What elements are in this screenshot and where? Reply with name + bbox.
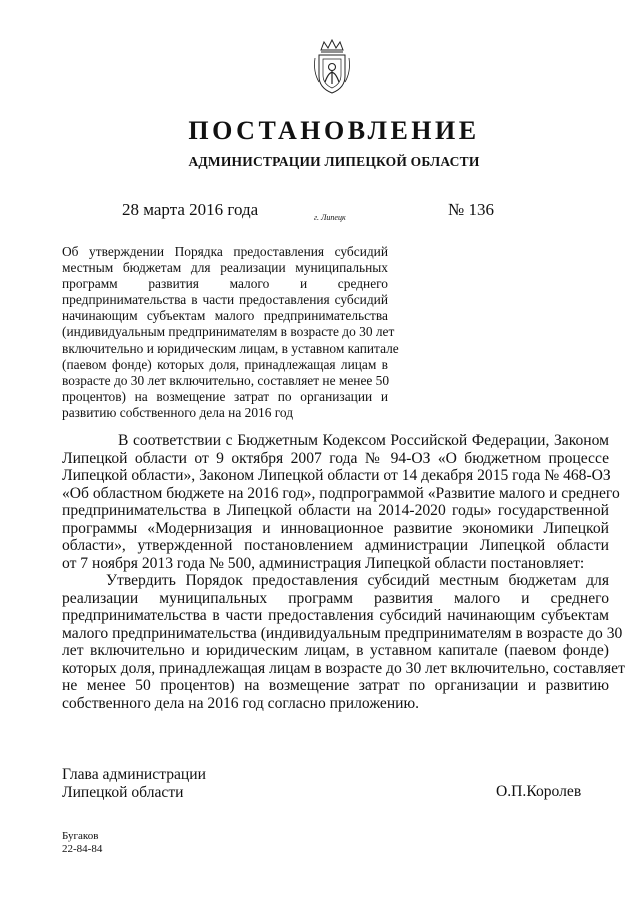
subject-line: предпринимательства в части предоставления субсидий bbox=[62, 292, 388, 308]
document-date: 28 марта 2016 года bbox=[122, 200, 259, 219]
subject-line: процентов) на возмещение затрат по организации и bbox=[62, 388, 388, 404]
subject-line: начинающим субъектам малого предпринимательства bbox=[62, 308, 388, 324]
document-title: ПОСТАНОВЛЕНИЕ bbox=[188, 116, 480, 145]
body-line: предпринимательства в Липецкой области на 2014-2020 годы» государственной bbox=[62, 502, 609, 519]
document-subject bbox=[62, 244, 399, 421]
body-line: не менее 50 процентов) на возмещение затрат по организации и развитию bbox=[62, 677, 609, 694]
document-subtitle: АДМИНИСТРАЦИИ ЛИПЕЦКОЙ ОБЛАСТИ bbox=[188, 154, 480, 169]
body-line: от 7 ноября 2013 года № 500, администрация Липецкой области постановляет: bbox=[62, 554, 585, 572]
body-line: Липецкой области», Законом Липецкой области от 14 декабря 2015 года № 468-ОЗ bbox=[62, 467, 611, 484]
document-city: г. Липецк bbox=[314, 213, 346, 222]
body-line: программы «Модернизация и инновационное развитие экономики Липецкой bbox=[62, 519, 609, 537]
signatory-name: О.П.Королев bbox=[496, 783, 582, 800]
document-body bbox=[62, 432, 625, 712]
body-line: собственного дела на 2016 год согласно приложению. bbox=[62, 694, 420, 712]
body-line: реализации муниципальных программ развития малого и среднего bbox=[62, 589, 609, 607]
subject-line: Об утверждении Порядка предоставления субсидий bbox=[62, 244, 388, 259]
body-line: области», утвержденной постановлением администрации Липецкой области bbox=[62, 537, 609, 554]
body-line: «Об областном бюджете на 2016 год», подпрограммой «Развитие малого и среднего bbox=[62, 484, 620, 502]
coat-of-arms-icon bbox=[311, 38, 353, 96]
body-line: предпринимательства в части предоставления субсидий начинающим субъектам bbox=[62, 607, 609, 624]
subject-line: программ развития малого и среднего bbox=[62, 276, 388, 292]
signatory-position bbox=[62, 766, 206, 801]
subject-line: местным бюджетам для реализации муниципальных bbox=[62, 260, 388, 276]
executor-name: Бугаков bbox=[62, 830, 99, 842]
document-number: № 136 bbox=[448, 200, 494, 219]
subject-line: развитию собственного дела на 2016 год bbox=[62, 404, 294, 420]
signatory-position-line: Глава администрации bbox=[62, 766, 206, 783]
executor-phone: 22-84-84 bbox=[62, 842, 103, 855]
signatory-position-line: Липецкой области bbox=[62, 783, 184, 801]
body-line: лет включительно и юридическим лицам, в уставном капитале (паевом фонде) bbox=[62, 642, 609, 659]
body-line: Липецкой области от 9 октября 2007 года № 94-ОЗ «О бюджетном процессе bbox=[62, 449, 609, 467]
subject-line: (индивидуальным предпринимателям в возрасте до 30 лет bbox=[62, 324, 395, 340]
subject-line: возрасте до 30 лет включительно, составляет не менее 50 bbox=[62, 372, 390, 388]
subject-line: включительно и юридическим лицам, в уставном капитале bbox=[62, 340, 399, 356]
subject-line: (паевом фонде) которых доля, принадлежащая лицам в bbox=[62, 356, 388, 372]
body-line: малого предпринимательства (индивидуальным предпринимателям в возрасте до 30 bbox=[62, 624, 623, 642]
body-line: В соответствии с Бюджетным Кодексом Российской Федерации, Законом bbox=[118, 432, 609, 449]
executor-info bbox=[62, 830, 102, 855]
body-line: которых доля, принадлежащая лицам в возрасте до 30 лет включительно, составляет bbox=[62, 659, 625, 677]
body-line: Утвердить Порядок предоставления субсидий местным бюджетам для bbox=[106, 572, 609, 589]
